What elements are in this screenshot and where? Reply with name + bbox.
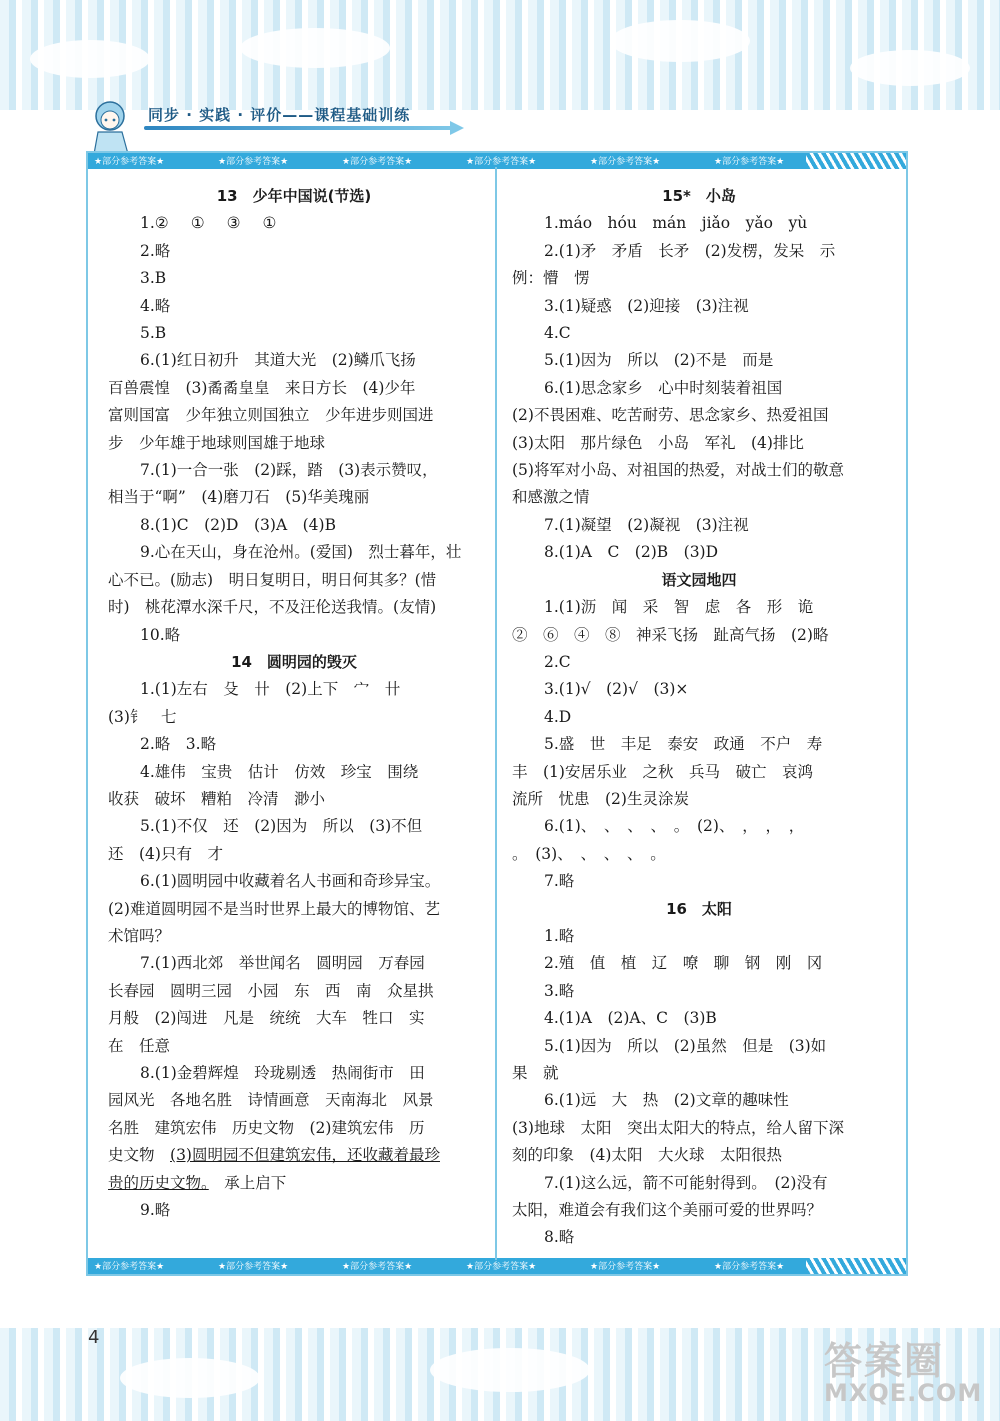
answer-line: (3)地球 太阳 突出太阳大的特点，给人留下深 <box>512 1118 844 1137</box>
answer-line: 3.(1)√ (2)√ (3)× <box>544 680 689 699</box>
answer-line: 6.(1)思念家乡 心中时刻装着祖国 <box>544 378 783 397</box>
answer-token: ① <box>262 214 277 233</box>
answer-line: 6.(1)红日初升 其道大光 (2)鳞爪飞扬 <box>140 351 416 370</box>
answer-line: 1.(1)沥 闻 采 智 虑 各 形 诡 <box>544 598 814 617</box>
answer-line: (5)将军对小岛、对祖国的热爱，对战士们的敬意 <box>512 461 844 480</box>
answer-line: 10.略 <box>140 625 181 644</box>
lesson-heading: 13 少年中国说(节选) <box>216 187 372 205</box>
answer-line: 3.略 <box>544 981 575 1000</box>
answer-line: 7.(1)这么远，箭不可能射得到。 (2)没有 <box>544 1173 828 1192</box>
answer-line: 7.略 <box>544 872 575 891</box>
answer-line: 2.(1)矛 矛盾 长矛 (2)发楞，发呆 示 <box>544 241 836 260</box>
answer-line: 2.略 3.略 <box>140 735 217 754</box>
answer-line: 流所 忧患 (2)生灵涂炭 <box>512 789 689 808</box>
answer-line: 7.(1)一合一张 (2)踩，踏 (3)表示赞叹， <box>140 461 438 480</box>
answer-line: (3)钅 七 <box>108 707 177 726</box>
answer-line: 2.C <box>544 652 571 671</box>
lesson-heading: 语文园地四 <box>661 570 737 589</box>
top-decorative-stripes <box>0 0 1000 110</box>
site-watermark <box>824 1330 994 1412</box>
underlined-answer-text: 贵的历史文物。 <box>108 1173 209 1192</box>
top-answer-band <box>88 153 906 169</box>
bottom-answer-band <box>88 1258 906 1274</box>
answer-line: 相当于“啊” (4)磨刀石 (5)华美瑰丽 <box>108 488 370 507</box>
answer-line: 6.(1)、 、 、 、 。 (2)、 ， ， ， <box>544 817 805 836</box>
answer-line: 术馆吗？ <box>108 926 171 945</box>
cloud-decoration <box>120 1358 260 1398</box>
header-arrow-icon <box>450 121 464 135</box>
answer-line: 8.(1)C (2)D (3)A (4)B <box>140 515 336 534</box>
answer-text: 承上启下 <box>208 1173 287 1192</box>
answer-line: 1.(1)左右 殳 卄 (2)上下 宀 卄 <box>140 680 401 699</box>
answer-line: 4.略 <box>140 296 171 315</box>
lesson-heading: 15* 小岛 <box>662 187 736 205</box>
answer-line: 。 (3)、 、 、 、 。 <box>512 844 666 863</box>
answer-line: 和感激之情 <box>512 488 590 507</box>
watermark-domain: MXQE.COM <box>824 1379 983 1407</box>
answer-line: 例：懵 愣 <box>512 269 590 288</box>
band-tag: ★部分参考答案★ <box>714 157 785 167</box>
answer-line: (2)不畏困难、吃苦耐劳、思念家乡、热爱祖国 <box>512 406 829 425</box>
answer-line: 9.略 <box>140 1201 171 1220</box>
answer-line: 4.(1)A (2)A、C (3)B <box>544 1009 717 1028</box>
answer-line: 7.(1)凝望 (2)凝视 (3)注视 <box>544 515 749 534</box>
answer-line: 4.雄伟 宝贵 估计 仿效 珍宝 围绕 <box>140 762 419 781</box>
answer-line: 太阳，难道会有我们这个美丽可爱的世界吗？ <box>512 1201 823 1220</box>
answer-line: 长春园 圆明三园 小园 东 西 南 众星拱 <box>108 981 434 1000</box>
left-answer-column <box>108 183 480 1224</box>
answer-line: 名胜 建筑宏伟 历史文物 (2)建筑宏伟 历 <box>108 1118 425 1137</box>
girl-mascot-icon <box>84 96 140 156</box>
lesson-heading: 14 圆明园的毁灭 <box>231 652 357 671</box>
answer-token: 1.② <box>140 214 169 233</box>
answer-line: 4.C <box>544 324 571 343</box>
header-underline <box>144 126 454 130</box>
answer-line: 5.(1)因为 所以 (2)不是 而是 <box>544 351 774 370</box>
answer-line <box>108 210 480 237</box>
answer-line: 5.B <box>140 324 167 343</box>
answer-line: 1.略 <box>544 926 575 945</box>
band-tag: ★部分参考答案★ <box>218 157 289 167</box>
answer-line: 百兽震惶 (3)矞矞皇皇 来日方长 (4)少年 <box>108 378 416 397</box>
answer-line: 心不已。(励志) 明日复明日，明日何其多？(惜 <box>108 570 437 589</box>
band-tag: ★部分参考答案★ <box>714 1262 785 1272</box>
answer-line: ② ⑥ ④ ⑧ 神采飞扬 趾高气扬 (2)略 <box>512 625 829 644</box>
answer-line: 5.盛 世 丰足 泰安 政通 不户 寿 <box>544 735 823 754</box>
answer-line: 6.(1)远 大 热 (2)文章的趣味性 <box>544 1091 789 1110</box>
lesson-heading: 16 太阳 <box>666 899 732 918</box>
answer-line <box>108 1170 480 1197</box>
band-tag: ★部分参考答案★ <box>342 157 413 167</box>
answer-line: 月般 (2)闯进 凡是 统统 大车 牲口 实 <box>108 1009 425 1028</box>
answer-line: 8.(1)金碧辉煌 玲珑剔透 热闹街市 田 <box>140 1064 425 1082</box>
answer-line: 2.略 <box>140 241 171 260</box>
answer-line: 园风光 各地名胜 诗情画意 天南海北 风景 <box>108 1091 434 1110</box>
answer-line: 5.(1)因为 所以 (2)虽然 但是 (3)如 <box>544 1036 827 1055</box>
cloud-decoration <box>30 40 150 78</box>
band-tag: ★部分参考答案★ <box>466 1262 537 1272</box>
answer-line: 在 任意 <box>108 1036 171 1055</box>
answer-line: 1.máo hóu mán jiǎo yǎo yù <box>544 214 808 233</box>
answer-line: 3.B <box>140 269 167 288</box>
band-tag: ★部分参考答案★ <box>218 1262 289 1272</box>
band-hatch-decoration <box>806 153 906 169</box>
answer-line: 7.(1)西北郊 举世闻名 圆明园 万春园 <box>140 954 425 973</box>
answer-line: (2)难道圆明园不是当时世界上最大的博物馆、艺 <box>108 899 440 918</box>
answer-token: ③ <box>226 214 241 233</box>
answer-text: 史文物 <box>108 1146 171 1165</box>
answer-line: 8.略 <box>544 1228 575 1247</box>
answer-line: 收获 破坏 糟粕 冷清 渺小 <box>108 789 326 808</box>
answer-line: (3)太阳 那片绿色 小岛 军礼 (4)排比 <box>512 433 804 452</box>
cloud-decoration <box>610 20 750 62</box>
answer-line: 5.(1)不仅 还 (2)因为 所以 (3)不但 <box>140 817 423 836</box>
answer-line: 9.心在天山，身在沧州。(爱国) 烈士暮年，壮 <box>140 543 462 562</box>
cloud-decoration <box>240 28 390 68</box>
right-answer-column <box>512 183 886 1252</box>
answer-line: 果 就 <box>512 1064 559 1082</box>
answer-line: 还 (4)只有 才 <box>108 844 223 863</box>
watermark-logo-text: 答案圈 <box>824 1339 945 1383</box>
header-title: 同步 · 实践 · 评价——课程基础训练 <box>148 106 411 124</box>
band-tag: ★部分参考答案★ <box>94 157 165 167</box>
cloud-decoration <box>430 1348 590 1392</box>
answer-line: 4.D <box>544 707 572 726</box>
answer-line: 2.殖 值 植 辽 嘹 聊 钢 刚 冈 <box>544 954 823 973</box>
underlined-answer-text: (3)圆明园不但建筑宏伟，还收藏着最珍 <box>170 1146 440 1165</box>
band-tag: ★部分参考答案★ <box>590 1262 661 1272</box>
band-tag: ★部分参考答案★ <box>466 157 537 167</box>
answer-line: 丰 (1)安居乐业 之秋 兵马 破亡 哀鸿 <box>512 762 813 781</box>
answer-line: 8.(1)A C (2)B (3)D <box>544 543 719 562</box>
answer-line: 时) 桃花潭水深千尺，不及汪伦送我情。(友情) <box>108 598 437 617</box>
answer-line: 刻的印象 (4)太阳 大火球 太阳很热 <box>512 1146 782 1165</box>
answer-line: 3.(1)疑惑 (2)迎接 (3)注视 <box>544 296 749 315</box>
answer-line: 6.(1)圆明园中收藏着名人书画和奇珍异宝。 <box>140 872 441 891</box>
band-hatch-decoration <box>806 1258 906 1274</box>
answer-token: ① <box>190 214 205 233</box>
answer-line <box>108 1142 480 1169</box>
band-tag: ★部分参考答案★ <box>590 157 661 167</box>
answer-line: 富则国富 少年独立则国独立 少年进步则国进 <box>108 406 434 425</box>
column-divider <box>495 167 497 1260</box>
band-tag: ★部分参考答案★ <box>342 1262 413 1272</box>
cloud-decoration <box>850 50 970 86</box>
band-tag: ★部分参考答案★ <box>94 1262 165 1272</box>
answer-line: 步 少年雄于地球则国雄于地球 <box>108 433 326 452</box>
page-number: 4 <box>88 1327 100 1348</box>
page-header <box>84 96 464 136</box>
